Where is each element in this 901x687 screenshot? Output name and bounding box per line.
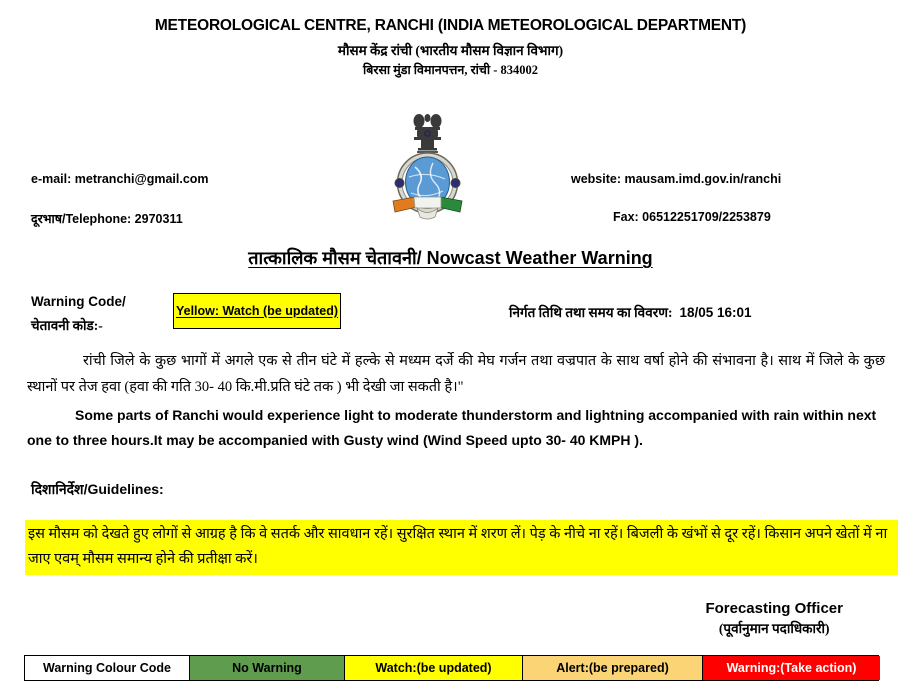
warning-code-value: Yellow: Watch (be updated) <box>175 304 339 318</box>
warning-paragraph-hindi: रांची जिले के कुछ भागों में अगले एक से तीन घंटे में हल्के से मध्यम दर्जे की मेघ गर्जन तथा वज्रपात के साथ वर्षा होने की संभावना है। साथ में जिले के कुछ स्थानों पर तेज हवा (हवा की गति 30- 40 कि.मी.प्रति घंटे तक ) भी देखी जा सकती है।" <box>27 353 885 395</box>
colour-code-cell-3 <box>523 656 703 680</box>
fax-text: Fax: 06512251709/2253879 <box>613 210 771 224</box>
signature-block <box>705 600 843 637</box>
colour-code-cell-2 <box>345 656 523 680</box>
document-title-english: / Nowcast Weather Warning <box>416 248 653 268</box>
guidelines-heading-english: /Guidelines: <box>83 481 164 497</box>
colour-code-cell-4 <box>703 656 880 680</box>
issue-datetime <box>509 303 752 321</box>
colour-code-cell-0 <box>25 656 190 680</box>
organization-name-english: METEOROLOGICAL CENTRE, RANCHI (INDIA METEOROLOGICAL DEPARTMENT) <box>154 17 747 34</box>
colour-code-cell-1 <box>190 656 345 680</box>
warning-code-value-box <box>173 293 341 329</box>
organization-name-hindi: मौसम केंद्र रांची (भारतीय मौसम विज्ञान विभाग) <box>337 43 564 58</box>
warning-code-label-english: Warning Code/ <box>31 294 126 309</box>
guidelines-heading-hindi: दिशानिर्देश <box>31 483 84 498</box>
warning-paragraph-english: Some parts of Ranchi would experience light to moderate thunderstorm and lightning accompanied with rain within next one to three hours.It may be accompanied with Gusty wind (Wind Speed upto 30- 40 KMPH ). <box>27 407 877 448</box>
guidelines-heading <box>31 480 164 499</box>
forecasting-officer-title-english: Forecasting Officer <box>705 600 843 617</box>
colour-code-label-3: Alert:(be prepared) <box>556 661 669 675</box>
issue-datetime-value: 18/05 16:01 <box>679 305 752 320</box>
colour-code-label-1: No Warning <box>232 661 302 675</box>
issue-datetime-label: निर्गत तिथि तथा समय का विवरण: <box>509 305 673 320</box>
website-text: website: mausam.imd.gov.in/ranchi <box>571 172 782 186</box>
warning-colour-code-table <box>24 655 879 681</box>
document-title <box>0 246 901 270</box>
colour-code-label-2: Watch:(be updated) <box>375 661 492 675</box>
email-text: e-mail: metranchi@gmail.com <box>31 172 209 186</box>
imd-emblem-icon <box>385 105 470 225</box>
organization-address-hindi: बिरसा मुंडा विमानपत्तन, रांची - 834002 <box>362 63 539 77</box>
warning-code-label-hindi: चेतावनी कोड:- <box>31 318 103 333</box>
telephone-text: दूरभाष/Telephone: 2970311 <box>31 212 183 226</box>
document-title-hindi: तात्कालिक मौसम चेतावनी <box>248 248 417 268</box>
warning-code-label <box>31 290 126 338</box>
forecasting-officer-title-hindi: (पूर्वानुमान पदाधिकारी) <box>718 621 830 636</box>
colour-code-label-0: Warning Colour Code <box>43 661 171 675</box>
guidelines-highlighted-text: इस मौसम को देखते हुए लोगों से आग्रह है कि वे सतर्क और सावधान रहें। सुरक्षित स्थान में शरण लें। पेड़ के नीचे ना रहें। बिजली के खंभों से दूर रहें। किसान अपने खेतों में ना जाए एवम् मौसम समान्य होने की प्रतीक्षा करें। <box>25 520 898 575</box>
colour-code-label-4: Warning:(Take action) <box>726 661 857 675</box>
